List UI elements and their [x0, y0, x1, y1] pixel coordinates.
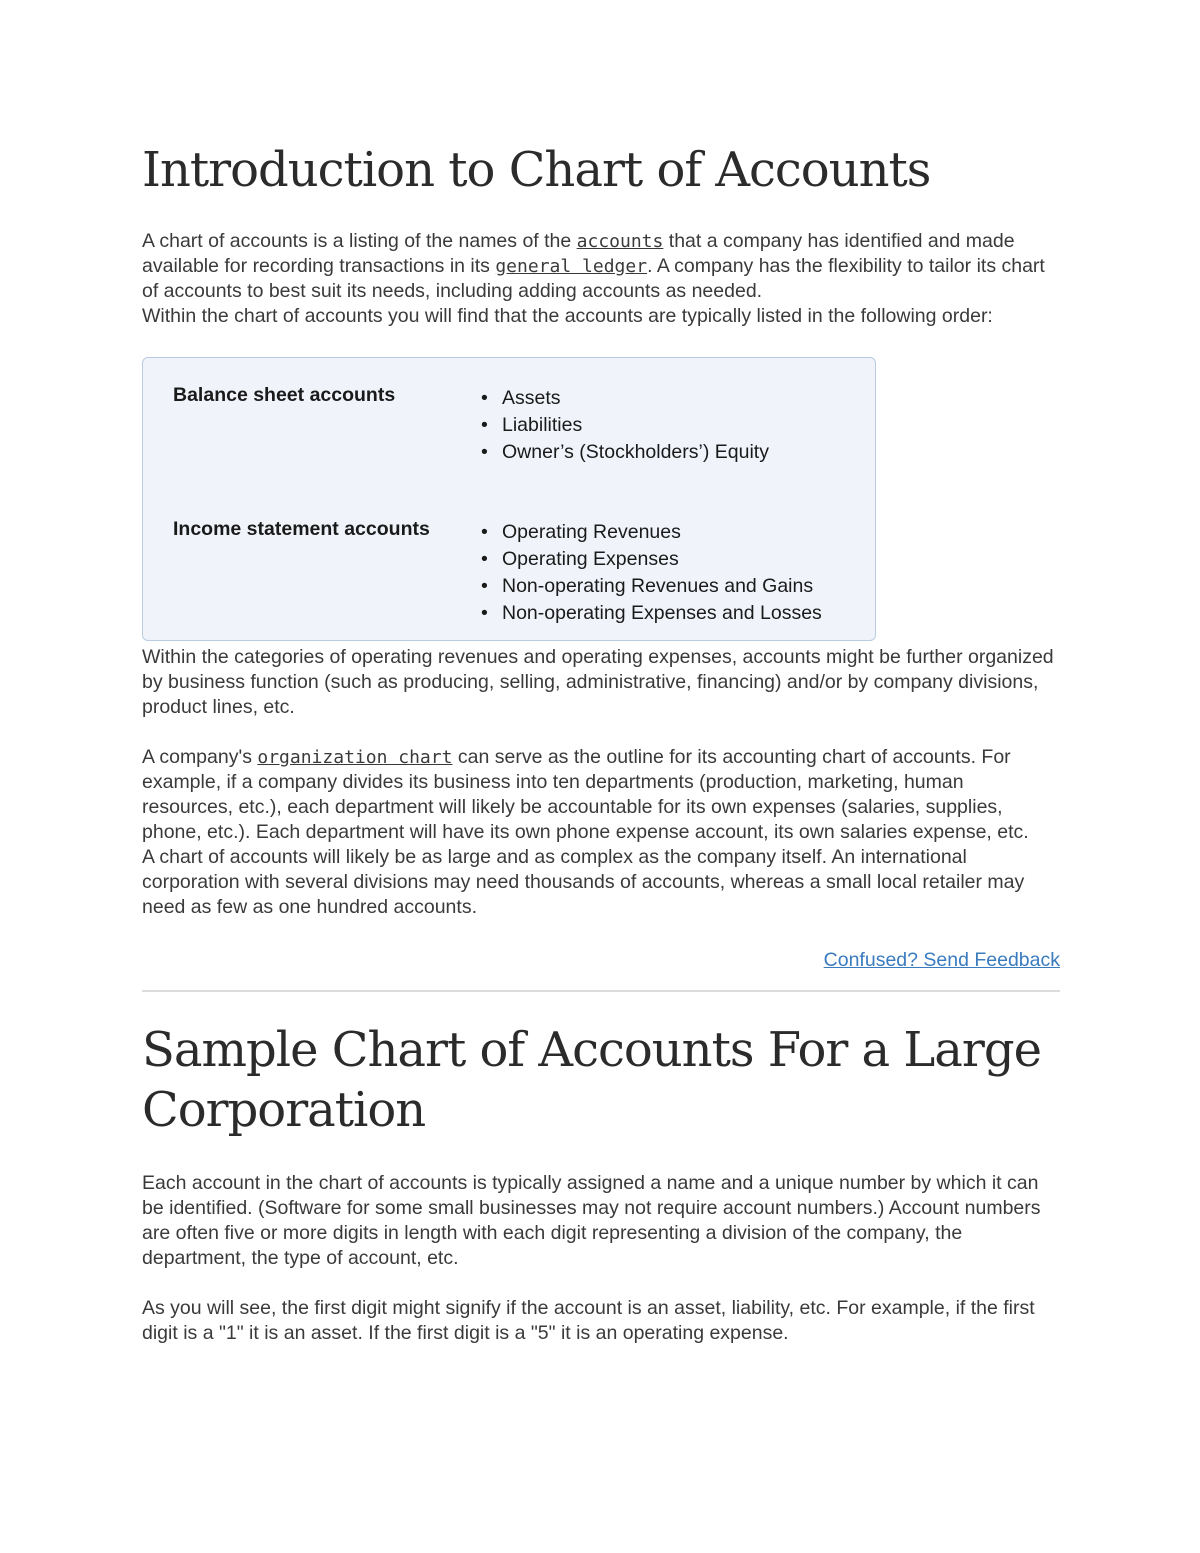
bullet-icon: •	[481, 548, 488, 570]
org-text-1: A company's	[142, 746, 258, 768]
categories-paragraph: Within the categories of operating revenues and operating expenses, accounts might be further organized by business function (such as producing, selling, administrative, financing) and/or by company divisions, product lines, etc.	[142, 646, 1054, 718]
general-ledger-link[interactable]: general ledger	[495, 256, 648, 277]
feedback-row	[142, 948, 1060, 973]
income-statement-category: Income statement accounts	[173, 518, 430, 540]
bullet-icon: •	[481, 441, 488, 463]
send-feedback-link[interactable]: Confused? Send Feedback	[823, 949, 1060, 971]
accounts-link[interactable]: accounts	[576, 231, 664, 252]
intro-text-1: A chart of accounts is a listing of the names of the	[142, 230, 577, 252]
page-title: Introduction to Chart of Accounts	[142, 142, 931, 198]
bullet-icon: •	[481, 602, 488, 624]
numbering-paragraph: Each account in the chart of accounts is typically assigned a name and a unique number by which it can be identified. (Software for some small businesses may not require account numbers.) Account numbers are often five or more digits in length with each digit representing a division of the company, the department, the type of account, etc.	[142, 1172, 1041, 1269]
list-item: • Non-operating Expenses and Losses	[481, 600, 822, 627]
complexity-paragraph: A chart of accounts will likely be as large and as complex as the company itself. An international corporation with several divisions may need thousands of accounts, whereas a small local retailer may need as few as one hundred accounts.	[142, 846, 1025, 918]
organization-paragraph	[142, 745, 1060, 845]
balance-sheet-list	[481, 385, 769, 466]
section-title: Sample Chart of Accounts For a Large Corporation	[142, 1022, 1041, 1138]
list-item: • Assets	[481, 385, 769, 412]
list-item: • Liabilities	[481, 412, 769, 439]
balance-sheet-category: Balance sheet accounts	[173, 384, 396, 406]
list-item: • Non-operating Revenues and Gains	[481, 573, 822, 600]
bullet-icon: •	[481, 575, 488, 597]
bullet-icon: •	[481, 414, 488, 436]
order-paragraph: Within the chart of accounts you will find that the accounts are typically listed in the following order:	[142, 305, 993, 327]
document-page	[142, 140, 1060, 1346]
income-statement-list	[481, 519, 822, 627]
organization-chart-link[interactable]: organization chart	[257, 747, 453, 768]
list-item: • Operating Expenses	[481, 546, 822, 573]
intro-paragraph	[142, 229, 1060, 304]
bullet-icon: •	[481, 387, 488, 409]
list-item: • Operating Revenues	[481, 519, 822, 546]
bullet-icon: •	[481, 521, 488, 543]
intro-text-3: . A company has the flexibility to tailor its chart of accounts to best suit its needs, including adding accounts as needed.	[142, 255, 1045, 302]
first-digit-paragraph: As you will see, the first digit might signify if the account is an asset, liability, etc. For example, if the first digit is a "1" it is an asset. If the first digit is a "5" it is an operating expense.	[142, 1297, 1035, 1344]
account-order-diagram	[142, 357, 876, 641]
intro-text-2: that a company has identified and made available for recording transactions in its	[142, 230, 1015, 277]
section-divider	[142, 990, 1060, 992]
org-text-2: can serve as the outline for its accounting chart of accounts. For example, if a company divides its business into ten departments (production, marketing, human resources, etc.), each department will likely be accountable for its own expenses (salaries, supplies, phone, etc.). Each department will have its own phone expense account, its own salaries expense, etc.	[142, 746, 1029, 843]
list-item: • Owner’s (Stockholders’) Equity	[481, 439, 769, 466]
